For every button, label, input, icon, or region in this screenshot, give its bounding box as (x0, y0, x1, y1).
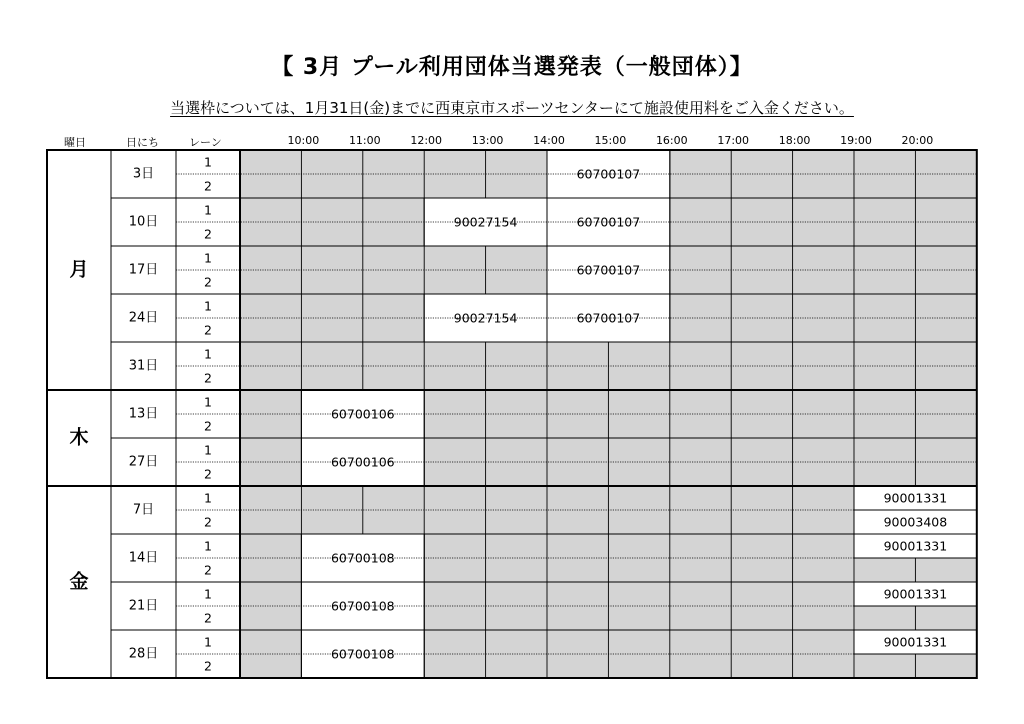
date-label: 3日 (132, 166, 155, 182)
date-label: 13日 (128, 406, 159, 422)
header-weekday: 曜日 (64, 136, 86, 149)
booking-id: 60700107 (576, 262, 641, 278)
time-label: 19:00 (840, 134, 872, 147)
booking-id: 60700108 (330, 550, 395, 566)
booking-id: 90027154 (453, 310, 518, 326)
booking-id: 90001331 (883, 490, 948, 506)
booking-id: 60700108 (330, 646, 395, 662)
time-label: 14:00 (533, 134, 565, 147)
time-label: 12:00 (410, 134, 443, 147)
time-label: 11:00 (348, 134, 381, 147)
weekday-label: 月 (69, 258, 89, 281)
payment-notice-text: 当選枠については、1月31日(金)までに西東京市スポーツセンターにて施設使用料をご入金ください。 (170, 99, 854, 117)
booking-id: 90001331 (883, 538, 948, 554)
booking-id: 60700107 (576, 166, 641, 182)
booking-id: 60700107 (576, 214, 641, 230)
lane-label: 1 (204, 250, 212, 266)
booking-id: 60700107 (576, 310, 641, 326)
lane-label: 1 (204, 154, 212, 170)
date-label: 31日 (128, 358, 159, 374)
weekday-label: 金 (69, 570, 89, 593)
lane-label: 1 (204, 298, 212, 314)
booking-id: 90003408 (883, 514, 948, 530)
lane-label: 1 (204, 538, 212, 554)
time-label: 20:00 (901, 134, 934, 147)
lane-label: 1 (204, 490, 212, 506)
lane-label: 2 (204, 562, 212, 578)
date-label: 7日 (132, 502, 155, 518)
booking-id: 90001331 (883, 586, 948, 602)
time-label: 17:00 (717, 134, 750, 147)
lane-label: 2 (204, 274, 212, 290)
lane-label: 1 (204, 586, 212, 602)
lane-label: 2 (204, 658, 212, 674)
lane-label: 2 (204, 178, 212, 194)
date-label: 14日 (128, 550, 159, 566)
lane-label: 2 (204, 370, 212, 386)
page-title: 【 3月 プール利用団体当選発表（一般団体）】 (271, 55, 753, 80)
lane-label: 2 (204, 514, 212, 530)
time-label: 18:00 (778, 134, 811, 147)
lane-label: 2 (204, 466, 212, 482)
time-label: 10:00 (287, 134, 320, 147)
lane-label: 1 (204, 394, 212, 410)
date-label: 10日 (128, 214, 159, 230)
lane-label: 1 (204, 442, 212, 458)
weekday-label: 木 (69, 426, 89, 449)
time-label: 13:00 (471, 134, 504, 147)
date-label: 27日 (128, 454, 159, 470)
date-label: 24日 (128, 310, 159, 326)
booking-id: 60700106 (330, 454, 395, 470)
header-date: 日にち (126, 136, 159, 149)
date-label: 21日 (128, 598, 159, 614)
date-label: 17日 (128, 262, 159, 278)
booking-id: 90027154 (453, 214, 518, 230)
header-lane: レーン (189, 136, 222, 149)
lane-label: 2 (204, 610, 212, 626)
time-label: 16:00 (655, 134, 688, 147)
lane-label: 1 (204, 634, 212, 650)
lane-label: 2 (204, 418, 212, 434)
date-label: 28日 (128, 646, 159, 662)
lane-label: 1 (204, 346, 212, 362)
booking-id: 60700108 (330, 598, 395, 614)
time-label: 15:00 (594, 134, 627, 147)
lane-label: 1 (204, 202, 212, 218)
lane-label: 2 (204, 322, 212, 338)
lane-label: 2 (204, 226, 212, 242)
booking-id: 60700106 (330, 406, 395, 422)
booking-id: 90001331 (883, 634, 948, 650)
